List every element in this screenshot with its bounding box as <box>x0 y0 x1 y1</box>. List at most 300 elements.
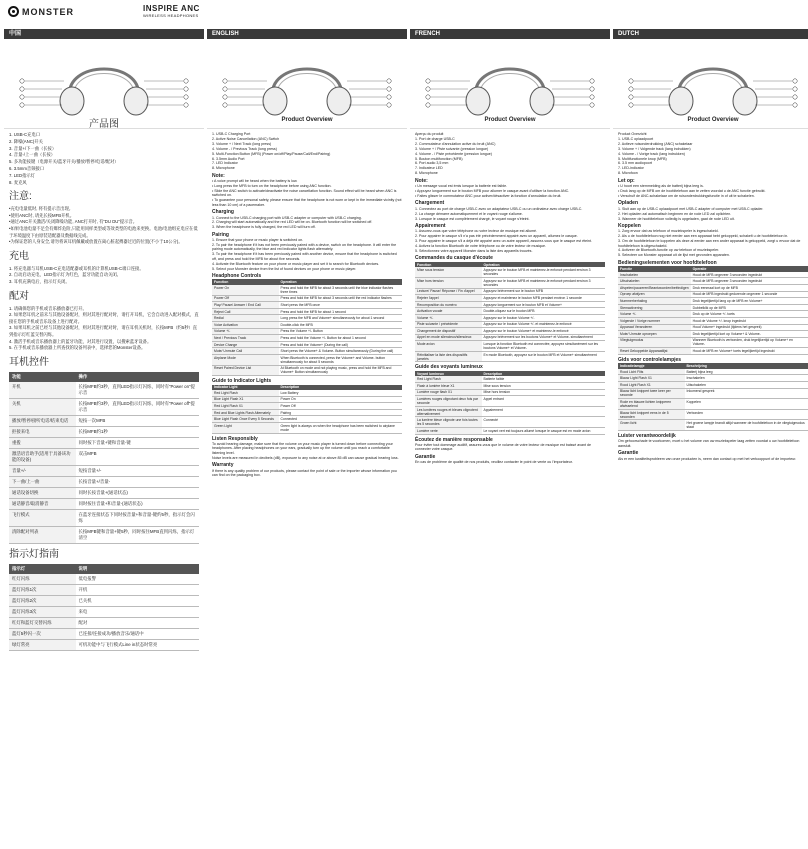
table-row <box>9 398 199 415</box>
table-row <box>9 465 199 476</box>
table-cell: Activation vocale <box>415 308 482 315</box>
section-heading: 充电 <box>9 250 29 262</box>
section-heading: Charging <box>212 209 234 216</box>
table-cell: Lumière verte <box>415 428 482 435</box>
table-cell: Appuyez brièvement sur le bouton MFB <box>482 288 606 295</box>
parts-list-item: 1. Port de charge USB-C <box>415 136 455 141</box>
table-cell: Lumières rouges clignotant deux fois par seconde <box>415 396 482 407</box>
section-paragraph: 1. 将充电器与耳机USB-C充电适配器或耳机的计算机USB-C端口连接。 <box>9 265 144 271</box>
table-cell: Oproep afwijzen <box>618 291 691 298</box>
table-row <box>618 298 808 305</box>
section-paragraph: 4. Activeer de Bluetooth-functie op uw telefoon of muziekspeler. <box>618 248 720 253</box>
table-cell: 重拨 <box>9 437 76 448</box>
parts-list-item: 1. USB-C Charging Port <box>212 132 251 136</box>
table-header-cell: Indicator Light <box>212 385 279 391</box>
section-paragraph: •如果电池电量不足会有爆炸危险,只能用同样类型或等效类型的电池来更换。电池/电池组充电应在低于环境温度下由原装适配器及数据线完成。 <box>9 226 198 238</box>
table-row <box>212 321 402 328</box>
table-cell: Groen licht <box>618 420 685 431</box>
table-cell: Volume +/- <box>415 314 482 321</box>
table-cell: 已关机 <box>76 595 200 606</box>
table-cell: Press and hold the MFB for about 1 second <box>279 308 403 315</box>
language-bar: DUTCH <box>613 29 808 39</box>
table-cell: 配对 <box>76 617 200 628</box>
table-row <box>9 526 199 543</box>
section-heading: Appairement <box>415 222 446 229</box>
table-cell: 短按音量+/- <box>76 465 200 476</box>
table-header-cell: 指示灯 <box>9 564 76 574</box>
instructions-text <box>410 129 610 465</box>
table-row <box>212 315 402 322</box>
table-cell: Mise sous tension <box>482 383 606 390</box>
table-cell: Flash à lumière bleue X1 <box>415 383 482 390</box>
table-cell: 关机 <box>9 398 76 415</box>
language-bar: FRENCH <box>410 29 610 39</box>
parts-list-item: 5. Bouton multifonction (MFB) <box>415 156 463 161</box>
headphone-illustration <box>410 41 610 117</box>
table-cell: Houd de MFB ongeveer 3 seconden ingedrukt <box>691 278 808 285</box>
table-header-cell: Opération <box>482 262 606 268</box>
parts-list-item: 7. Indicateur LED <box>415 166 443 171</box>
table-header-cell: 操作 <box>76 372 200 382</box>
parts-list-item: 4. Volume - / Piste précédente (pression longue) <box>415 151 492 156</box>
parts-list-item: 6. 3.5mm Audio Port <box>212 156 245 161</box>
section-heading: Chargement <box>415 200 445 207</box>
table-cell: Double-cliquez sur le bouton MFB <box>482 308 606 315</box>
product-subtitle: WIRELESS HEADPHONES <box>143 13 199 18</box>
table-row <box>415 417 605 428</box>
table-cell: Druk op de Volume +/- toets <box>691 311 808 318</box>
table-row <box>212 341 402 348</box>
table-row <box>212 396 402 403</box>
table-cell: Press the Volume +/- Button <box>279 328 403 335</box>
table-cell: Lumière rouge flash X1 <box>415 389 482 396</box>
table-row <box>415 351 605 362</box>
section-table <box>9 564 199 651</box>
table-row <box>212 403 402 410</box>
table-cell: Blauw licht knippert twee keer per seconde <box>618 388 685 399</box>
section-paragraph: 5. Selecteer uw Monster apparaat uit de lijst met gevonden apparaten. <box>618 253 730 258</box>
table-row <box>618 317 808 324</box>
section-paragraph: • To guarantee your personal safety, please ensure that the headphone is not worn or kept in the immediate vicinity (not less than 10 cm) of a pacemaker. <box>212 198 402 207</box>
table-cell: Uitschakelen <box>685 382 808 389</box>
table-header-cell: Indicatielampje <box>618 363 685 369</box>
section-paragraph: •通过ANC开关激活/关闭降噪功能, ANC打开时, 有“DU DU”提示音。 <box>9 219 138 225</box>
section-paragraph: 1. Sluit aan op de USB-C oplaadpoort met USB-C adapter of computer met USB-C oplader. <box>618 206 764 211</box>
table-row <box>415 383 605 390</box>
section-paragraph: 2. Charging will start automatically and the red LED will be on. Bluetooth function will be switched off. <box>212 220 373 225</box>
table-cell: Reset Gekoppelde Apparaatlijst <box>618 348 691 355</box>
table-header-cell: Operatie <box>691 266 808 272</box>
table-row <box>212 328 402 335</box>
parts-list-item: 3. Volume + / Volgende track (lang indrukken) <box>618 146 691 151</box>
section-paragraph: • Un message vocal est émis lorsque la batterie est faible. <box>415 184 508 189</box>
parts-list-item: 7. LED Indicator <box>212 161 238 166</box>
table-row <box>9 415 199 426</box>
parts-list-item: Aperçu du produit <box>415 132 444 136</box>
table-cell: Power On <box>212 285 279 295</box>
language-bar: 中国 <box>4 29 204 39</box>
section-paragraph: 2. To pair the headphone if it has not been previously paired with a device, switch on the headphone. It will enter the pairing mode automatically, the blue and red indicator lights flash alternately. <box>212 243 397 252</box>
table-row <box>9 595 199 606</box>
table-row <box>618 348 808 355</box>
table-cell: 可机功能中与飞行模式Line in状态时常亮 <box>76 639 200 650</box>
table-cell: Red Light Flash <box>212 390 279 396</box>
overview-title: 产品图 <box>89 119 119 130</box>
table-cell: Connecté <box>482 417 606 428</box>
section-paragraph: • Verschuif de ANC-schakelaar om de ruisonderdrukkingsfunctie in of uit te schakelen. <box>618 193 755 198</box>
table-row <box>415 406 605 417</box>
section-table <box>415 371 605 435</box>
section-paragraph: 3. 耳机充满电后，指示灯关闭。 <box>9 279 70 285</box>
table-row <box>618 284 808 291</box>
table-cell: 通话设备切换 <box>9 487 76 498</box>
table-cell: Houd de MFB ingedrukt gedurende ongeveer 1 seconde <box>691 291 808 298</box>
table-header-cell: Description <box>482 371 606 377</box>
section-heading: 注意: <box>9 190 32 202</box>
table-cell: Airplane Mode <box>212 354 279 365</box>
table-cell: 蓝灯5秒闪一次 <box>9 628 76 639</box>
section-table <box>618 363 808 431</box>
parts-list-item: 3. Volume + / Next Track (long press) <box>212 141 272 146</box>
section-table <box>618 266 808 355</box>
section-heading: 配对 <box>9 290 29 302</box>
parts-list-item: 4. Volume - / Previous Track (long press) <box>212 146 277 151</box>
section-paragraph: 2. Pour appairer le casque s'il n'a pas été précédemment appairé avec un appareil, allumez le casque. <box>415 234 578 239</box>
parts-list-item: 2. Actieve ruisonderdrukking (ANC) schakelaar <box>618 141 693 146</box>
section-heading: Luister verantwoordelijk <box>618 433 676 440</box>
section-heading: Listen Responsibly <box>212 435 258 442</box>
table-cell: 激活语音助手(适用于具备该功能的设备) <box>9 448 76 465</box>
instructions-text <box>207 129 407 477</box>
section-paragraph: Pour éviter tout dommage auditif, assurez-vous que le volume de votre lecteur de musique est baissé avant de connecter votre casque. <box>415 443 591 452</box>
section-paragraph: If there is any quality problem of our products, please contact the point of sale or the importer whose information you can find on the packaging box. <box>212 468 397 477</box>
table-cell: Stemactivering <box>618 304 691 311</box>
table-row <box>415 314 605 321</box>
headphone-illustration <box>207 41 407 117</box>
section-heading: Guide to Indicator Lights <box>212 378 272 385</box>
overview-title: Product Overview <box>687 117 739 123</box>
section-paragraph: • Long press the MFB to turn on the headphone before using ANC function. <box>212 184 332 189</box>
section-paragraph: 4. 激活手机或音乐播放器上的蓝牙功能，对其进行设置，以搜索蓝牙设备。 <box>9 338 152 344</box>
table-header-cell: Operation <box>279 279 403 285</box>
table-cell: Short press the MFB once <box>279 302 403 309</box>
table-cell: Blue Light Flash Once Every 5 Seconds <box>212 416 279 423</box>
table-row <box>9 606 199 617</box>
table-row <box>9 382 199 399</box>
section-heading: Note: <box>212 172 225 179</box>
table-cell: Dubbelklik op de MFB <box>691 304 808 311</box>
section-heading: 耳机控件 <box>9 356 49 368</box>
table-cell: Appel en mode silencieux/silencieux <box>415 334 482 341</box>
table-cell: Press and hold the Volume+ (During the call) <box>279 341 403 348</box>
table-header-cell: Function <box>212 279 279 285</box>
table-cell: Wanneer Bluetooth is verbonden, druk tegelijkertijd op Volume+ en Volume- <box>691 337 808 348</box>
table-header-cell: Voyant lumineux <box>415 371 482 377</box>
table-row <box>9 426 199 437</box>
table-header-cell: Fonction <box>415 262 482 268</box>
table-cell: Reject Call <box>212 308 279 315</box>
table-cell: Green Light <box>212 423 279 434</box>
parts-list-item: 2. 降噪(ANC)开关 <box>9 138 43 144</box>
table-cell: When Bluetooth is connected, press the Volume+ and Volume- button simultaneously for about 5 seconds <box>279 354 403 365</box>
table-cell: Appel entrant <box>482 396 606 407</box>
overview-title: Product Overview <box>484 117 536 123</box>
section-paragraph: 5. Sélectionnez votre appareil Monster dans la liste des appareils trouvés. <box>415 248 533 253</box>
product-figure <box>613 41 808 129</box>
table-row <box>212 348 402 355</box>
table-cell: Appuyez sur le bouton MFB et maintenez-le enfoncé pendant environ 3 secondes <box>482 267 606 277</box>
table-cell: Lecture/ Pause/ Réponse / Fin d'appel <box>415 288 482 295</box>
table-row <box>415 396 605 407</box>
table-cell: 清除配对列表 <box>9 526 76 543</box>
table-cell: Low Battery <box>279 390 403 396</box>
table-cell: Blauw Light Flash X1 <box>618 375 685 382</box>
section-paragraph: • Faites glisser le commutateur ANC pour activer/désactiver la fonction d'annulation du bruit. <box>415 193 562 198</box>
table-cell: Red Light Flash <box>415 376 482 382</box>
table-cell: 同时按下音量+键和音量-键 <box>76 437 200 448</box>
table-cell: Rood Licht Flits <box>618 369 685 375</box>
section-heading: 指示灯指南 <box>9 548 59 560</box>
table-cell: 播放/暂停/接听电话/结束电话 <box>9 415 76 426</box>
table-cell: Uitschakelen <box>618 278 691 285</box>
table-cell: Pairing <box>279 409 403 416</box>
table-cell: Mode avion <box>415 341 482 352</box>
table-cell: Voice Activation <box>212 321 279 328</box>
table-cell: Power Off <box>279 403 403 410</box>
section-heading: Note: <box>415 177 428 184</box>
section-table <box>212 385 402 434</box>
table-row <box>618 331 808 338</box>
table-cell: Mise sous tension <box>415 267 482 277</box>
parts-list-item: 5. 多功能按键（电源开关/蓝牙开关/播放/暂停/电话/配对） <box>9 159 119 165</box>
headphone-illustration <box>613 41 808 117</box>
section-heading: Commandes du casque d'écoute <box>415 255 493 262</box>
section-paragraph: 3. To pair the headphone if it has been previously paired with another device, ensure that the headphone is switched off, and press and hold the MFB for about five seconds. <box>212 252 397 261</box>
table-row <box>9 498 199 509</box>
table-cell: Green light is always on when the headphone has been switched to airplane mode <box>279 423 403 434</box>
table-row <box>212 302 402 309</box>
table-cell: Batterij bijna leeg <box>685 369 808 375</box>
table-cell: Reset Paired Device List <box>212 365 279 376</box>
table-header-row <box>9 564 199 574</box>
table-row <box>618 409 808 420</box>
section-heading: Garantie <box>618 450 639 457</box>
parts-list-item: 8. 麦克风 <box>9 179 27 185</box>
table-row <box>9 509 199 526</box>
table-cell: 双击MFB <box>76 448 200 465</box>
section-heading: Warranty <box>212 462 234 469</box>
table-cell: Appairement <box>482 406 606 417</box>
table-cell: Houd Volume+ ingedrukt (tijdens het gesprek) <box>691 324 808 331</box>
table-cell: Long press the MFB and Volume+ simultaneously for about 1 second <box>279 315 403 322</box>
table-row <box>618 324 808 331</box>
table-cell: 长按MFB约3秒，直到LED指示灯闪烁，同时有“Power off”提示音 <box>76 398 200 415</box>
section-paragraph: 1. Connectez au port de charge USB-C avec un adaptateur USB-C ou un ordinateur avec charge USB-C. <box>415 206 583 211</box>
table-cell: 蓝灯闪烁3次 <box>9 606 76 617</box>
table-cell: Houd de Volume +/- knop ingedrukt <box>691 317 808 324</box>
monster-logo <box>8 6 74 17</box>
table-cell: Volgende / Vorige nummer <box>618 317 691 324</box>
product-title: INSPIRE ANC <box>143 4 200 13</box>
section-paragraph: 1. Connect to the USB-C charging port with USB-C adapter or computer with USB-C charging. <box>212 215 362 220</box>
table-cell: Mise hors tension <box>415 277 482 288</box>
table-row <box>415 308 605 315</box>
section-paragraph: •使用ANC时, 请先长按MFB开机。 <box>9 212 75 218</box>
table-cell: Blauw licht knippert eens in de 5 seconden <box>618 409 685 420</box>
section-paragraph: • Druk lang op de MFB om de hoofdtelefoon aan te zetten voordat u de ANC functie gebruikt. <box>618 188 766 193</box>
table-row <box>9 584 199 595</box>
column-4 <box>613 29 808 841</box>
table-cell: Appuyez sur le bouton Volume +/- et maintenez-le enfoncé <box>482 321 606 328</box>
table-header-cell: Description <box>279 385 403 391</box>
table-row <box>415 301 605 308</box>
section-paragraph: Noise levels are measured in decibels (dB), exposure to any noise at or above 85 dB can cause gradual hearing loss. <box>212 455 399 460</box>
table-cell: Short press the Volume+ & Volume- Button simultaneously (During the call) <box>279 348 403 355</box>
table-row <box>415 341 605 352</box>
section-paragraph: 1. 请确保您的手机或音乐播放器已打开。 <box>9 305 87 311</box>
table-cell: Appuyez longuement sur le bouton MFB et Volume+ <box>482 301 606 308</box>
section-paragraph: 2. 自动启动充电，LED指示灯为红色，蓝牙功能自动关闭。 <box>9 272 121 278</box>
table-cell: Druk tegelijkertijd lang op de MFB en Volume+ <box>691 298 808 305</box>
table-cell: Mise hors tension <box>482 389 606 396</box>
section-paragraph: 3. Lorsque le casque est complètement chargé, le voyant rouge s'éteint. <box>415 216 530 221</box>
table-cell: 拒接来电 <box>9 426 76 437</box>
table-row <box>618 382 808 389</box>
section-heading: Écoutez de manière responsable <box>415 436 493 443</box>
section-paragraph: To avoid hearing damage, make sure that the volume on your music player is turned down before connecting your headphones. After placing headphones on your ears, gradually turn up the volume until you reach a comfortable listening level. <box>212 442 393 455</box>
table-cell: 长按MFB约1秒 <box>76 426 200 437</box>
section-heading: Guide des voyants lumineux <box>415 364 483 371</box>
table-cell: 红灯和蓝灯交替闪烁 <box>9 617 76 628</box>
table-cell: Inschakelen <box>685 375 808 382</box>
table-cell: 蓝灯闪烁1次 <box>9 584 76 595</box>
section-paragraph: 3. Pour appairer le casque s'il a déjà été appairé avec un autre appareil, assurez-vous que le casque est éteint. <box>415 239 592 244</box>
table-cell: Double-click the MFB <box>279 321 403 328</box>
table-row <box>9 574 199 585</box>
table-cell: 低电报警 <box>76 574 200 585</box>
parts-list-item: 6. Port audio 3,5 mm <box>415 161 449 166</box>
column-2 <box>207 29 407 841</box>
table-cell: Red Light Flash X1 <box>212 403 279 410</box>
section-paragraph: 3. When the headphone is fully charged, the red LED will turn off. <box>212 225 316 230</box>
table-cell: Connected <box>279 416 403 423</box>
section-paragraph: • A voice prompt will be heard when the battery is low. <box>212 179 298 184</box>
table-cell: At Bluetooth on mode and not playing music, press and hold the MFB and Volume+ Button simultaneously <box>279 365 403 376</box>
table-cell: Verbonden <box>685 409 808 420</box>
table-cell: 音量+/- <box>9 465 76 476</box>
table-cell: Press and hold the Volume +/- Button for about 1 second <box>279 335 403 342</box>
table-cell: Rood Light Flash X1 <box>618 382 685 389</box>
section-paragraph: 5. 在手机或音乐播放器上所查找的设备列表中，选择您的Monster设备。 <box>9 345 146 351</box>
table-header-row <box>9 372 199 382</box>
table-cell: Druk tegelijkertijd kort op Volume+ & Volume- <box>691 331 808 338</box>
table-cell: Houd de MFB en Volume+ toets tegelijkertijd ingedrukt <box>691 348 808 355</box>
table-cell: Changement de dispositif <box>415 328 482 335</box>
section-heading: Opladen <box>618 200 639 207</box>
section-paragraph: 1. Zorg ervoor dat uw telefoon of muziekspeler is ingeschakeld. <box>618 229 719 234</box>
section-heading: Headphone Controls <box>212 272 262 279</box>
instructions-text <box>613 129 808 461</box>
table-cell: 绿灯常亮 <box>9 639 76 650</box>
table-cell: La lumière bleue clignote une fois toutes les 5 secondes <box>415 417 482 428</box>
parts-list-item: 1. USB-C充电口 <box>9 132 41 137</box>
table-row <box>9 437 199 448</box>
table-cell: Piste suivante / précédente <box>415 321 482 328</box>
parts-list-item: 7. LED-indicator <box>618 166 644 171</box>
table-row <box>415 288 605 295</box>
table-row <box>618 304 808 311</box>
product-figure <box>410 41 610 129</box>
table-row <box>212 423 402 434</box>
section-paragraph: 2. Als u de hoofdtelefoon nog niet eerder aan een apparaat hebt gekoppeld, schakelt u de hoofdtelefoon in. <box>618 234 789 239</box>
table-cell: Press and hold the MFB for about 3 seconds until the blue indicator flashes three times <box>279 285 403 295</box>
table-cell: Power Off <box>212 295 279 302</box>
table-row <box>212 416 402 423</box>
parts-list-item: 2. Active Noise Cancellation (ANC) Switch <box>212 136 280 141</box>
table-row <box>618 399 808 410</box>
product-figure <box>207 41 407 129</box>
table-cell: Volume +/- <box>618 311 691 318</box>
parts-list-item: 1. USB-C oplaadpoort <box>618 136 654 141</box>
table-cell: Device Change <box>212 341 279 348</box>
table-cell: 长按MFB键和音量+键5秒，同时按住MFB直到闪烁，指示灯清空 <box>76 526 200 543</box>
table-row <box>618 278 808 285</box>
parts-list-item: 5. Multi-Function Button (MFB) (Power on/off/Play/Pause/Call/End/Pairing) <box>212 151 331 156</box>
table-row <box>9 639 199 650</box>
table-header-cell: Functie <box>618 266 691 272</box>
section-paragraph: 2. La charge démarre automatiquement et le voyant rouge s'allume. <box>415 211 523 216</box>
table-cell: Vliegtuigmodus <box>618 337 691 348</box>
overview-title: Product Overview <box>281 117 333 123</box>
table-cell: Réinitialiser la liste des dispositifs jumelés <box>415 351 482 362</box>
table-cell: En mode Bluetooth, appuyez sur le bouton MFB et Volume+ simultanément <box>482 351 606 362</box>
section-heading: Gids voor controlelampjes <box>618 356 682 363</box>
table-cell: Druk eenmaal kort op de MFB <box>691 284 808 291</box>
table-cell: 同时按住音量+和音量-(通话状态) <box>76 498 200 509</box>
table-cell: 同时长按音量+(通话状态) <box>76 487 200 498</box>
table-header-cell: Beschrijving <box>685 363 808 369</box>
table-row <box>415 295 605 302</box>
table-cell: Le voyant vert est toujours allumé lorsque le casque est en mode avion <box>482 428 606 435</box>
table-row <box>9 487 199 498</box>
table-cell: Mute/ Unmute oproepen <box>618 331 691 338</box>
section-paragraph: Om gehoorschade te voorkomen, moet u het volume van uw muziekspeler laag zetten voordat u uw hoofdtelefoon aansluit. <box>618 439 800 448</box>
section-table <box>415 262 605 363</box>
parts-list-item: 8. Microphone <box>415 171 438 176</box>
table-cell: 下一曲/上一曲 <box>9 476 76 487</box>
table-cell: Apparaat Veranderen <box>618 324 691 331</box>
table-cell: Rode en blauwe lichten knipperen afwisselend <box>618 399 685 410</box>
table-cell: Nummerherhaling <box>618 298 691 305</box>
parts-list-item: 6. 3.5mm音频接口 <box>9 165 45 171</box>
language-bar: ENGLISH <box>207 29 407 39</box>
section-paragraph: Als er een kwaliteitsprobleem van onze producten is, neem dan contact op met het verkooppunt of de importeur. <box>618 456 797 461</box>
column-1 <box>4 29 204 841</box>
section-paragraph: 4. Activez la fonction Bluetooth de votre téléphone ou de votre lecteur de musique. <box>415 244 547 249</box>
column-3 <box>410 29 610 841</box>
table-cell: Lorsque la fonction Bluetooth est connectée, appuyez simultanément sur les boutons Volume+ et Volume- <box>482 341 606 352</box>
parts-list-item: 4. 音量-/上一曲（长按） <box>9 152 56 158</box>
table-cell: 在蓝牙连接状态下同时按音量+和音量-键约5秒，指示灯会闪烁 <box>76 509 200 526</box>
section-paragraph: 3. Om de hoofdtelefoon te koppelen als deze al eerder aan een ander apparaat is gekoppeld, zorgt u ervoor dat de hoofdtelefoon is uitgeschakeld. <box>618 239 801 248</box>
table-row <box>9 617 199 628</box>
brand-name: MONSTER <box>22 6 74 17</box>
page-header <box>0 0 808 24</box>
table-cell: 已连接/连接成功/播放音乐/通话中 <box>76 628 200 639</box>
table-cell: Appuyez brièvement sur les boutons Volume+ et Volume- simultanément <box>482 334 606 341</box>
table-header-cell: 说明 <box>76 564 200 574</box>
parts-list-item: 4. Volume - / Vorige track (lang indrukken) <box>618 151 685 156</box>
